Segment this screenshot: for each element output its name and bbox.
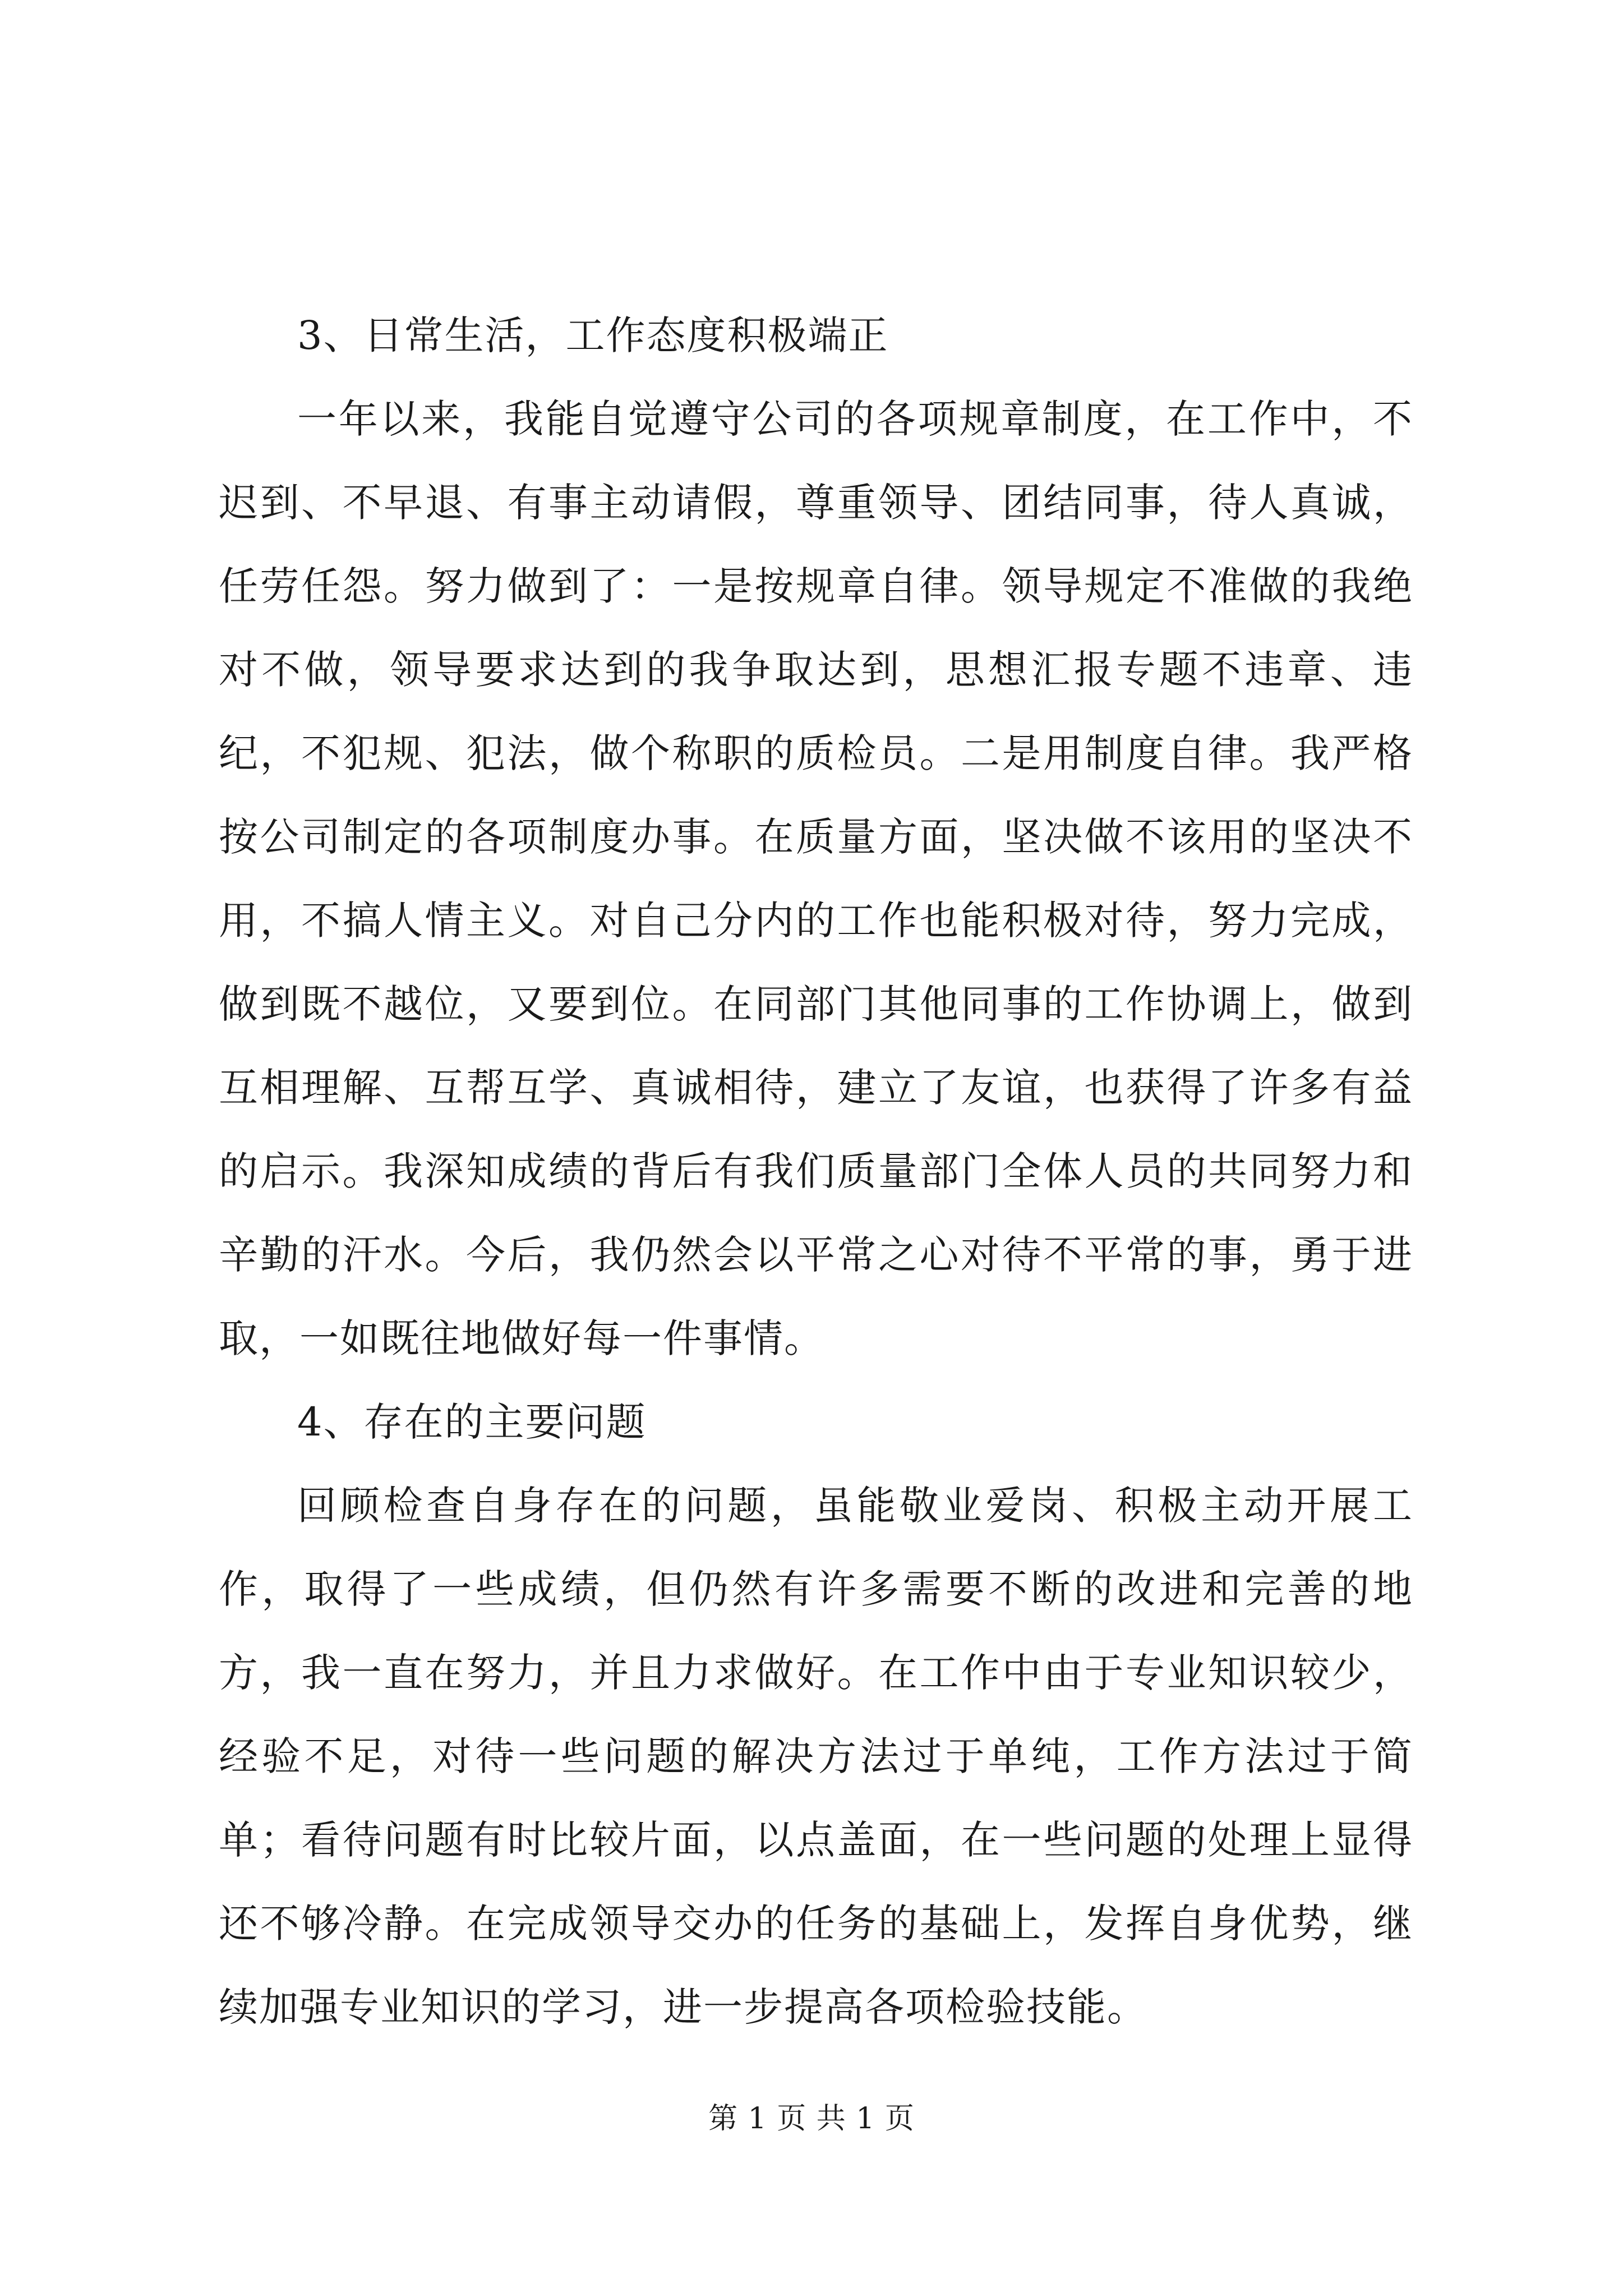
page-number-footer: 第 1 页 共 1 页	[708, 2102, 915, 2136]
section-paragraph-main-problems: 回顾检查自身存在的问题，虽能敬业爱岗、积极主动开展工作，取得了一些成绩，但仍然有许多需要不断的改进和完善的地方，我一直在努力，并且力求做好。在工作中由于专业知识较少，经验不足，对待一些问题的解决方法过于单纯，工作方法过于简单；看待问题有时比较片面，以点盖面，在一些问题的处理上显得还不够冷静。在完成领导交办的任务的基础上，发挥自身优势，继续加强专业知识的学习，进一步提高各项检验技能。	[219, 1483, 1413, 2030]
document-body	[219, 294, 1413, 2049]
section-heading-main-problems: 4、存在的主要问题	[297, 1399, 647, 1445]
section-paragraph-daily-life: 一年以来，我能自觉遵守公司的各项规章制度，在工作中，不迟到、不早退、有事主动请假，尊重领导、团结同事，待人真诚，任劳任怨。努力做到了：一是按规章自律。领导规定不准做的我绝对不做，领导要求达到的我争取达到，思想汇报专题不违章、违纪，不犯规、犯法，做个称职的质检员。二是用制度自律。我严格按公司制定的各项制度办事。在质量方面，坚决做不该用的坚决不用，不搞人情主义。对自己分内的工作也能积极对待，努力完成，做到既不越位，又要到位。在同部门其他同事的工作协调上，做到互相理解、互帮互学、真诚相待，建立了友谊，也获得了许多有益的启示。我深知成绩的背后有我们质量部门全体人员的共同努力和辛勤的汗水。今后，我仍然会以平常之心对待不平常的事，勇于进取，一如既往地做好每一件事情。	[219, 396, 1413, 1361]
section-heading-daily-life: 3、日常生活，工作态度积极端正	[297, 312, 889, 358]
